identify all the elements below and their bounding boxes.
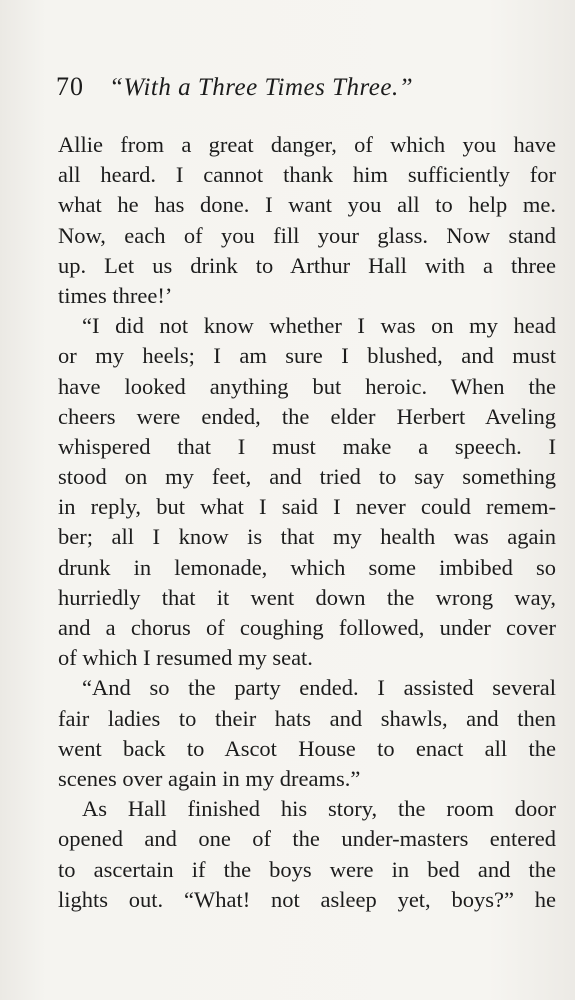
- text-line: in reply, but what I said I never could remem-: [58, 494, 556, 520]
- text-line: ber; all I know is that my health was again: [58, 524, 556, 550]
- text-line: of which I resumed my seat.: [58, 645, 313, 671]
- text-line: hurriedly that it went down the wrong way,: [58, 584, 556, 610]
- text-line: or my heels; I am sure I blushed, and must: [58, 343, 556, 369]
- text-line: up. Let us drink to Arthur Hall with a three: [58, 252, 556, 278]
- page-header: [56, 72, 556, 112]
- body-text: [58, 130, 556, 915]
- text-line: what he has done. I want you all to help me.: [58, 192, 556, 218]
- text-line: scenes over again in my dreams.”: [58, 765, 361, 791]
- text-line: Now, each of you fill your glass. Now stand: [58, 222, 556, 248]
- text-line: went back to Ascot House to enact all the: [58, 735, 556, 761]
- text-line: stood on my feet, and tried to say something: [58, 464, 556, 490]
- text-line: opened and one of the under-masters entered: [58, 826, 556, 852]
- text-line: all heard. I cannot thank him sufficiently for: [58, 162, 556, 188]
- text-line: have looked anything but heroic. When the: [58, 373, 556, 399]
- running-title: “With a Three Times Three.”: [109, 74, 414, 101]
- text-line: lights out. “What! not asleep yet, boys?” he: [58, 886, 556, 912]
- text-line: and a chorus of coughing followed, under cover: [58, 615, 556, 640]
- text-line: cheers were ended, the elder Herbert Aveling: [58, 403, 556, 429]
- text-line: “I did not know whether I was on my head: [82, 313, 556, 339]
- page-number: 70: [56, 72, 84, 101]
- text-line: to ascertain if the boys were in bed and the: [58, 856, 556, 882]
- text-line: times three!’: [58, 282, 173, 308]
- text-line: fair ladies to their hats and shawls, and then: [58, 705, 556, 731]
- text-line: As Hall finished his story, the room door: [82, 796, 556, 822]
- text-line: whispered that I must make a speech. I: [58, 433, 556, 459]
- text-line: drunk in lemonade, which some imbibed so: [58, 554, 556, 580]
- text-line: Allie from a great danger, of which you have: [58, 132, 556, 157]
- text-line: “And so the party ended. I assisted several: [82, 675, 556, 701]
